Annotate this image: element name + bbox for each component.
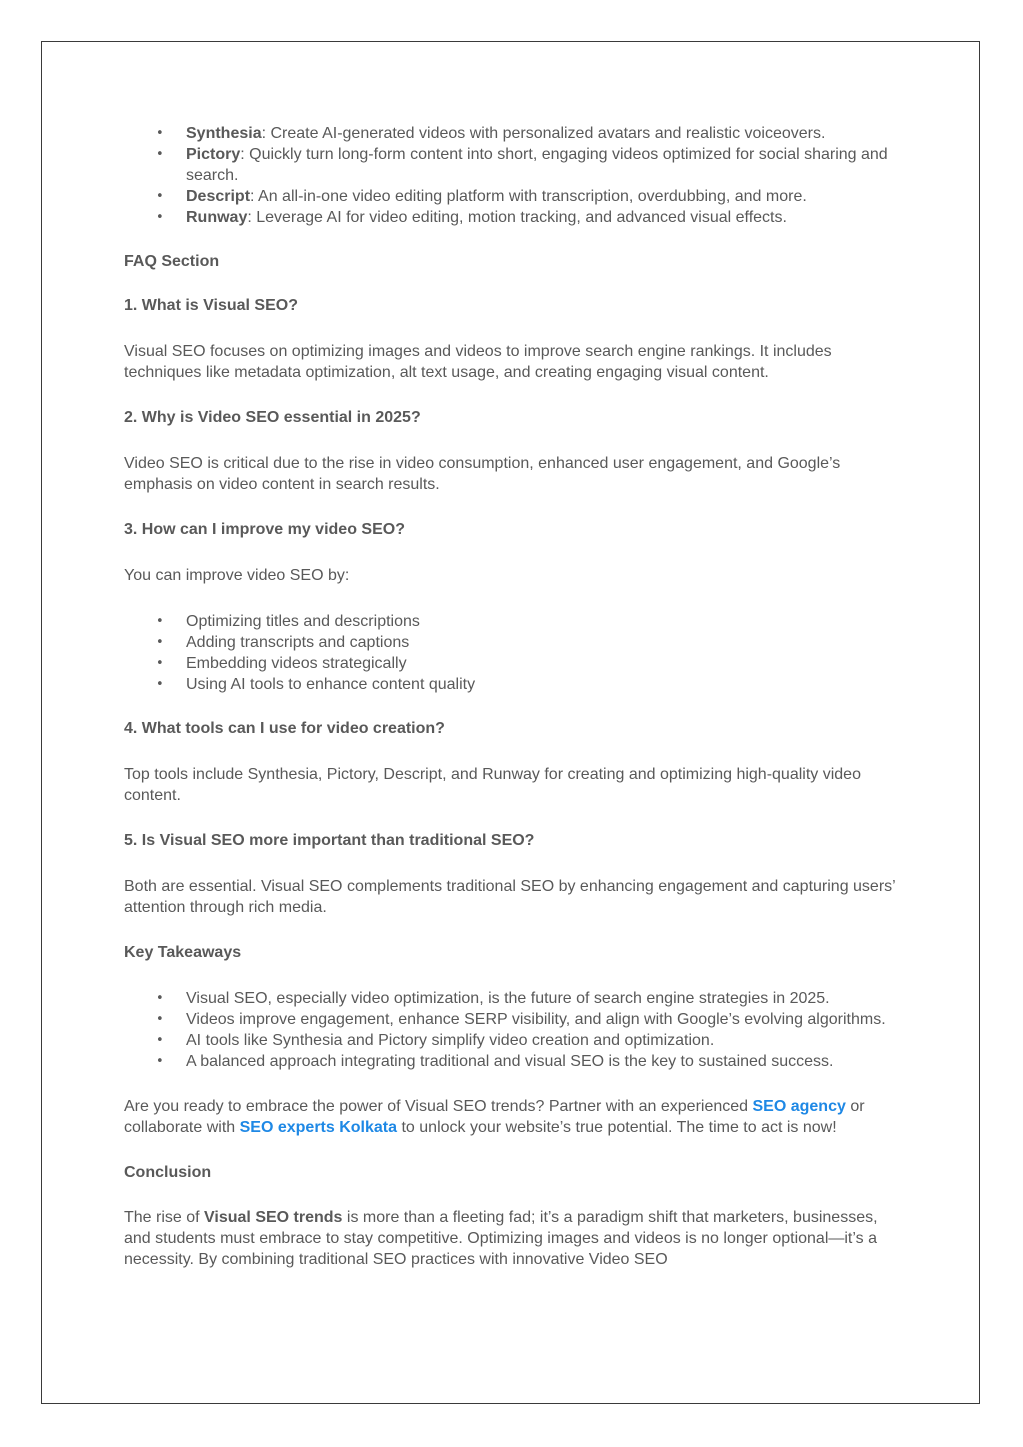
seo-experts-kolkata-link[interactable]: SEO experts Kolkata: [239, 1119, 398, 1136]
conclusion-heading: Conclusion: [124, 1164, 212, 1181]
list-item: • Embedding videos strategically: [124, 653, 899, 674]
tool-name: Descript: [186, 188, 251, 205]
list-item: [124, 186, 899, 207]
improve-list: [124, 611, 899, 695]
tool-name: Runway: [186, 209, 248, 226]
list-item: [124, 123, 899, 144]
list-item: [124, 207, 899, 228]
tool-name: Synthesia: [186, 125, 262, 142]
faq-answer-5: Both are essential. Visual SEO complements traditional SEO by enhancing engagement and capturing users’ attention through rich media.: [124, 878, 896, 916]
list-item: [124, 144, 899, 186]
faq-question-2: 2. Why is Video SEO essential in 2025?: [124, 409, 421, 426]
faq-answer-1: Visual SEO focuses on optimizing images and videos to improve search engine rankings. It includes techniques like metadata optimization, alt text usage, and creating engaging visual content.: [124, 343, 832, 381]
faq-answer-3-intro: You can improve video SEO by:: [124, 567, 350, 584]
list-item: • Optimizing titles and descriptions: [124, 611, 899, 632]
takeaways-heading: Key Takeaways: [124, 944, 242, 961]
cta-paragraph: [124, 1096, 899, 1138]
conclusion-text: The rise of: [124, 1209, 205, 1226]
tool-desc: : Quickly turn long-form content into short, engaging videos optimized for social sharing and search.: [186, 146, 888, 184]
faq-question-5: 5. Is Visual SEO more important than traditional SEO?: [124, 832, 535, 849]
tools-list: [124, 123, 899, 228]
faq-answer-2: Video SEO is critical due to the rise in video consumption, enhanced user engagement, and Google’s emphasis on video content in search results.: [124, 455, 841, 493]
faq-question-4: 4. What tools can I use for video creation?: [124, 720, 445, 737]
cta-text: or collaborate with: [124, 1098, 865, 1136]
cta-text: to unlock your website’s true potential. The time to act is now!: [397, 1119, 837, 1136]
list-item: • Adding transcripts and captions: [124, 632, 899, 653]
faq-question-1: 1. What is Visual SEO?: [124, 297, 298, 314]
tool-desc: : Create AI-generated videos with personalized avatars and realistic voiceovers.: [261, 125, 826, 142]
document-content: [124, 123, 899, 1270]
list-item: • AI tools like Synthesia and Pictory simplify video creation and optimization.: [124, 1030, 899, 1051]
list-item: • Videos improve engagement, enhance SERP visibility, and align with Google’s evolving algorithms.: [124, 1009, 899, 1030]
conclusion-text: is more than a fleeting fad; it’s a paradigm shift that marketers, businesses, and students must embrace to stay competitive. Optimizing images and videos is no longer optional—it’s a necessity. By combining traditional SEO practices with innovative Video SEO: [124, 1209, 878, 1268]
list-item: • A balanced approach integrating traditional and visual SEO is the key to sustained success.: [124, 1051, 899, 1072]
faq-question-3: 3. How can I improve my video SEO?: [124, 521, 405, 538]
tool-desc: : An all-in-one video editing platform with transcription, overdubbing, and more.: [250, 188, 807, 205]
list-item: • Using AI tools to enhance content quality: [124, 674, 899, 695]
tool-desc: : Leverage AI for video editing, motion tracking, and advanced visual effects.: [247, 209, 787, 226]
faq-heading: FAQ Section: [124, 253, 220, 270]
list-item: • Visual SEO, especially video optimization, is the future of search engine strategies in 2025.: [124, 988, 899, 1009]
seo-agency-link[interactable]: SEO agency: [752, 1098, 846, 1115]
takeaways-list: [124, 988, 899, 1072]
cta-text: Are you ready to embrace the power of Visual SEO trends? Partner with an experienced: [124, 1098, 753, 1115]
faq-answer-4: Top tools include Synthesia, Pictory, Descript, and Runway for creating and optimizing high-quality video content.: [124, 766, 861, 804]
conclusion-paragraph: [124, 1207, 899, 1270]
tool-name: Pictory: [186, 146, 241, 163]
conclusion-bold: Visual SEO trends: [204, 1209, 343, 1226]
